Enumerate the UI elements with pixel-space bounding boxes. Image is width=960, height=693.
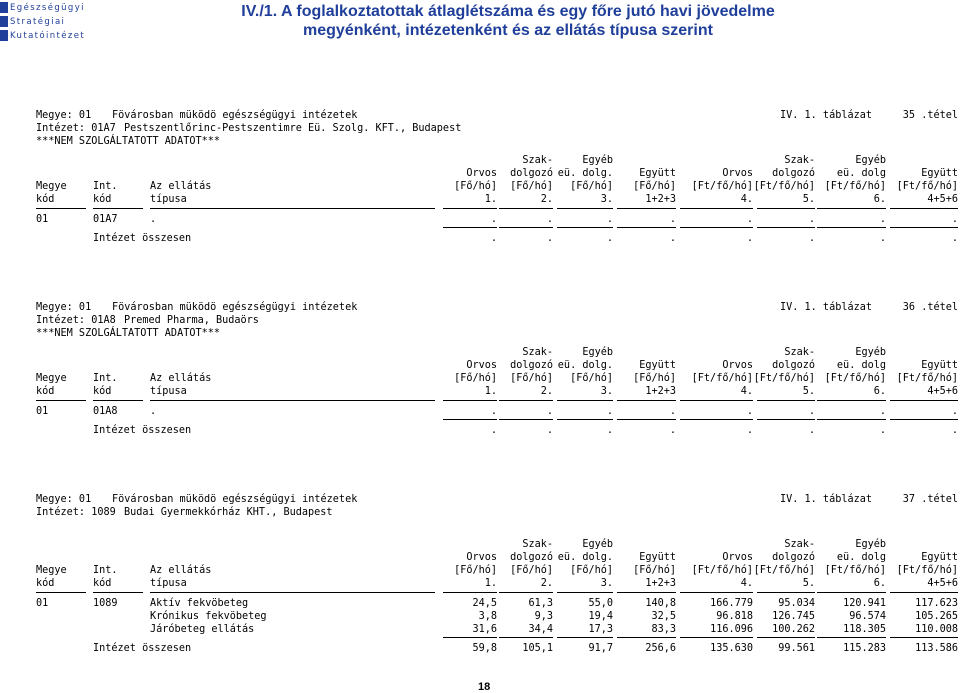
column-number: 3. [600, 194, 613, 205]
rule-line [890, 419, 958, 420]
rule-line [557, 227, 613, 228]
rule-line [890, 208, 958, 209]
column-header: Egyéb [855, 539, 886, 550]
column-header: [Ft/fő/hó] [753, 565, 815, 576]
item-number: 35 .tétel [902, 110, 958, 121]
rule-line [890, 227, 958, 228]
total-cell: . [746, 425, 753, 436]
column-header: [Fő/hó] [510, 373, 553, 384]
total-cell: 113.586 [915, 643, 958, 654]
column-header: dolgozó [772, 552, 815, 563]
column-header: Szak- [784, 539, 815, 550]
table-cell: . [808, 214, 815, 225]
item-number: 37 .tétel [902, 494, 958, 505]
column-header: Szak- [522, 155, 553, 166]
column-number: 1+2+3 [645, 194, 676, 205]
rule-line [817, 227, 886, 228]
rule-line [890, 592, 958, 593]
institute-name: Budai Gyermekkórház KHT., Budapest [124, 507, 333, 518]
column-header: dolgozó [510, 360, 553, 371]
rule-line [757, 637, 815, 638]
rule-line [557, 208, 613, 209]
column-header: Egyéb [855, 155, 886, 166]
total-cell: . [669, 233, 676, 244]
column-number: 4+5+6 [927, 194, 958, 205]
column-number: 2. [540, 578, 553, 589]
column-header: [Fő/hó] [633, 565, 676, 576]
table-cell: 61,3 [528, 598, 553, 609]
column-number: 2. [540, 386, 553, 397]
megye-name: Fövárosban müködö egészségügyi intézetek [112, 110, 358, 121]
total-label: Intézet összesen [93, 425, 192, 436]
column-number: 6. [873, 578, 886, 589]
table-cell: 01A8 [93, 406, 118, 417]
column-header: kód [36, 194, 55, 205]
no-data-note: ***NEM SZOLGÁLTATOTT ADATOT*** [36, 328, 221, 339]
column-header: [Fő/hó] [570, 181, 613, 192]
table-cell: . [150, 406, 157, 417]
column-header: [Ft/fő/hó] [824, 565, 886, 576]
column-header: [Fő/hó] [633, 181, 676, 192]
total-cell: 256,6 [645, 643, 676, 654]
rule-line [443, 208, 497, 209]
column-header: eü. dolg [836, 552, 886, 563]
rule-line [499, 208, 553, 209]
table-cell: . [606, 406, 613, 417]
rule-line [443, 637, 497, 638]
table-cell: 3,8 [478, 611, 497, 622]
column-header: eü. dolg [836, 168, 886, 179]
rule-line [36, 400, 86, 401]
column-header: [Ft/fő/hó] [753, 181, 815, 192]
table-cell: 166.779 [710, 598, 753, 609]
rule-line [680, 208, 753, 209]
logo-text: Stratégiai [10, 17, 66, 27]
rule-line [557, 400, 613, 401]
rule-line [680, 400, 753, 401]
table-cell: 19,4 [588, 611, 613, 622]
total-cell: 91,7 [588, 643, 613, 654]
column-header: típusa [150, 194, 187, 205]
rule-line [757, 208, 815, 209]
column-header: Együtt [639, 360, 676, 371]
column-header: Az ellátás [150, 181, 212, 192]
column-header: dolgozó [510, 552, 553, 563]
column-number: 4. [740, 194, 753, 205]
total-cell: . [606, 425, 613, 436]
table-cell: 96.574 [849, 611, 886, 622]
rule-line [499, 400, 553, 401]
column-header: eü. dolg [836, 360, 886, 371]
column-header: [Fő/hó] [633, 373, 676, 384]
rule-line [757, 227, 815, 228]
table-cell: 01A7 [93, 214, 118, 225]
column-header: Int. [93, 565, 118, 576]
rule-line [680, 419, 753, 420]
table-cell: . [546, 406, 553, 417]
logo-stripe [0, 30, 8, 41]
megye-name: Fövárosban müködö egészségügyi intézetek [112, 302, 358, 313]
table-cell: . [490, 406, 497, 417]
column-number: 3. [600, 386, 613, 397]
rule-line [150, 592, 435, 593]
rule-line [680, 592, 753, 593]
rule-line [499, 419, 553, 420]
logo-stripe [0, 2, 8, 13]
table-cell: 140,8 [645, 598, 676, 609]
column-number: 4+5+6 [927, 386, 958, 397]
column-header: [Ft/fő/hó] [824, 373, 886, 384]
column-number: 6. [873, 386, 886, 397]
rule-line [817, 400, 886, 401]
rule-line [36, 208, 86, 209]
column-number: 4. [740, 386, 753, 397]
rule-line [680, 227, 753, 228]
table-cell: . [546, 214, 553, 225]
table-cell: 126.745 [772, 611, 815, 622]
rule-line [617, 592, 676, 593]
column-header: Egyéb [582, 539, 613, 550]
column-header: dolgozó [772, 360, 815, 371]
table-cell: . [808, 406, 815, 417]
table-cell: 83,3 [651, 624, 676, 635]
title-line: megyénként, intézetenként és az ellátás típusa szerint [303, 22, 713, 39]
column-number: 1+2+3 [645, 578, 676, 589]
table-ref: IV. 1. táblázat [780, 302, 873, 313]
column-header: [Ft/fő/hó] [896, 373, 958, 384]
column-header: Szak- [522, 539, 553, 550]
rule-line [757, 592, 815, 593]
table-cell: 17,3 [588, 624, 613, 635]
rule-line [817, 637, 886, 638]
column-header: Az ellátás [150, 565, 212, 576]
total-cell: 59,8 [472, 643, 497, 654]
rule-line [557, 592, 613, 593]
column-header: kód [93, 386, 112, 397]
column-header: Szak- [522, 347, 553, 358]
column-number: 6. [873, 194, 886, 205]
table-cell: 118.305 [843, 624, 886, 635]
rule-line [617, 419, 676, 420]
column-header: [Fő/hó] [570, 565, 613, 576]
rule-line [757, 400, 815, 401]
column-header: [Fő/hó] [454, 565, 497, 576]
rule-line [499, 227, 553, 228]
table-cell: 120.941 [843, 598, 886, 609]
table-cell: 100.262 [772, 624, 815, 635]
column-header: [Fő/hó] [570, 373, 613, 384]
column-header: [Fő/hó] [454, 181, 497, 192]
rule-line [617, 208, 676, 209]
column-header: Együtt [639, 552, 676, 563]
rule-line [617, 400, 676, 401]
rule-line [150, 400, 435, 401]
total-cell: . [808, 233, 815, 244]
column-header: [Ft/fő/hó] [896, 565, 958, 576]
column-header: kód [93, 194, 112, 205]
table-ref: IV. 1. táblázat [780, 494, 873, 505]
column-header: [Ft/fő/hó] [691, 565, 753, 576]
rule-line [499, 592, 553, 593]
rule-line [443, 400, 497, 401]
total-cell: 99.561 [778, 643, 815, 654]
table-cell: . [746, 214, 753, 225]
column-header: [Fő/hó] [510, 565, 553, 576]
column-header: típusa [150, 386, 187, 397]
column-number: 4+5+6 [927, 578, 958, 589]
column-header: dolgozó [510, 168, 553, 179]
column-header: Egyéb [582, 155, 613, 166]
rule-line [757, 419, 815, 420]
column-header: kód [36, 578, 55, 589]
page-number: 18 [478, 681, 491, 693]
column-header: eü. dolg. [557, 360, 613, 371]
column-number: 1. [484, 386, 497, 397]
column-header: Az ellátás [150, 373, 212, 384]
column-header: [Ft/fő/hó] [753, 373, 815, 384]
column-number: 4. [740, 578, 753, 589]
table-cell: . [490, 214, 497, 225]
megye-name: Fövárosban müködö egészségügyi intézetek [112, 494, 358, 505]
table-cell: . [951, 406, 958, 417]
table-cell: 01 [36, 406, 49, 417]
column-header: Megye [36, 373, 67, 384]
column-header: Együtt [921, 360, 958, 371]
rule-line [817, 592, 886, 593]
logo-stripe [0, 16, 8, 27]
rule-line [817, 419, 886, 420]
table-cell: . [746, 406, 753, 417]
column-number: 1. [484, 194, 497, 205]
column-header: kód [93, 578, 112, 589]
column-header: Orvos [722, 168, 753, 179]
table-ref: IV. 1. táblázat [780, 110, 873, 121]
column-header: eü. dolg. [557, 168, 613, 179]
rule-line [443, 592, 497, 593]
total-cell: . [951, 425, 958, 436]
table-cell: 24,5 [472, 598, 497, 609]
table-cell: Krónikus fekvöbeteg [150, 611, 267, 622]
column-header: Orvos [466, 552, 497, 563]
column-header: Int. [93, 373, 118, 384]
column-header: Orvos [466, 360, 497, 371]
rule-line [93, 592, 143, 593]
table-cell: 110.008 [915, 624, 958, 635]
column-header: Orvos [722, 552, 753, 563]
rule-line [890, 400, 958, 401]
column-number: 3. [600, 578, 613, 589]
rule-line [557, 637, 613, 638]
table-cell: Járóbeteg ellátás [150, 624, 255, 635]
total-cell: . [546, 233, 553, 244]
column-header: [Fő/hó] [510, 181, 553, 192]
rule-line [36, 592, 86, 593]
total-label: Intézet összesen [93, 233, 192, 244]
table-cell: 105.265 [915, 611, 958, 622]
megye-label: Megye: 01 [36, 494, 92, 505]
rule-line [443, 227, 497, 228]
column-number: 1. [484, 578, 497, 589]
no-data-note: ***NEM SZOLGÁLTATOTT ADATOT*** [36, 136, 221, 147]
rule-line [617, 227, 676, 228]
total-cell: . [951, 233, 958, 244]
table-cell: . [606, 214, 613, 225]
rule-line [557, 419, 613, 420]
total-label: Intézet összesen [93, 643, 192, 654]
column-number: 5. [802, 194, 815, 205]
megye-label: Megye: 01 [36, 110, 92, 121]
logo [0, 0, 96, 44]
total-cell: 115.283 [843, 643, 886, 654]
column-header: Megye [36, 181, 67, 192]
total-cell: . [546, 425, 553, 436]
column-header: Együtt [639, 168, 676, 179]
table-cell: . [879, 406, 886, 417]
logo-text: Egészségügyi [10, 3, 85, 13]
column-header: típusa [150, 578, 187, 589]
column-header: Együtt [921, 552, 958, 563]
table-cell: 01 [36, 214, 49, 225]
rule-line [443, 419, 497, 420]
total-cell: . [879, 233, 886, 244]
table-cell: 55,0 [588, 598, 613, 609]
institute-label: Intézet: 01A8 [36, 315, 116, 326]
total-cell: . [669, 425, 676, 436]
column-number: 2. [540, 194, 553, 205]
total-cell: . [490, 233, 497, 244]
column-header: [Ft/fő/hó] [824, 181, 886, 192]
column-header: Int. [93, 181, 118, 192]
total-cell: 135.630 [710, 643, 753, 654]
table-cell: 9,3 [534, 611, 553, 622]
column-header: kód [36, 386, 55, 397]
rule-line [93, 208, 143, 209]
rule-line [817, 208, 886, 209]
column-header: Orvos [466, 168, 497, 179]
institute-label: Intézet: 1089 [36, 507, 116, 518]
rule-line [93, 400, 143, 401]
table-cell: 34,4 [528, 624, 553, 635]
total-cell: . [746, 233, 753, 244]
rule-line [617, 637, 676, 638]
rule-line [890, 637, 958, 638]
table-cell: 01 [36, 598, 49, 609]
table-cell: 116.096 [710, 624, 753, 635]
column-header: Egyéb [855, 347, 886, 358]
column-header: Egyéb [582, 347, 613, 358]
column-header: Szak- [784, 347, 815, 358]
institute-label: Intézet: 01A7 [36, 123, 116, 134]
table-cell: 95.034 [778, 598, 815, 609]
table-cell: Aktív fekvöbeteg [150, 598, 249, 609]
column-header: dolgozó [772, 168, 815, 179]
table-cell: . [150, 214, 157, 225]
rule-line [150, 208, 435, 209]
page-title [228, 2, 788, 40]
total-cell: . [808, 425, 815, 436]
column-number: 5. [802, 386, 815, 397]
table-cell: 32,5 [651, 611, 676, 622]
institute-name: Premed Pharma, Budaörs [124, 315, 259, 326]
table-cell: . [951, 214, 958, 225]
column-header: Megye [36, 565, 67, 576]
table-cell: 117.623 [915, 598, 958, 609]
table-cell: . [879, 214, 886, 225]
column-header: Szak- [784, 155, 815, 166]
column-header: [Ft/fő/hó] [896, 181, 958, 192]
column-header: Együtt [921, 168, 958, 179]
institute-name: Pestszentlőrinc-Pestszentimre Eü. Szolg. KFT., Budapest [124, 123, 462, 134]
table-cell: . [669, 214, 676, 225]
table-cell: 31,6 [472, 624, 497, 635]
column-header: [Fő/hó] [454, 373, 497, 384]
table-cell: 96.818 [716, 611, 753, 622]
megye-label: Megye: 01 [36, 302, 92, 313]
column-number: 1+2+3 [645, 386, 676, 397]
column-header: Orvos [722, 360, 753, 371]
total-cell: . [490, 425, 497, 436]
title-line: IV./1. A foglalkoztatottak átlaglétszáma és egy főre jutó havi jövedelme [241, 3, 775, 20]
table-cell: 1089 [93, 598, 118, 609]
column-header: [Ft/fő/hó] [691, 373, 753, 384]
column-header: eü. dolg. [557, 552, 613, 563]
total-cell: 105,1 [522, 643, 553, 654]
item-number: 36 .tétel [902, 302, 958, 313]
total-cell: . [879, 425, 886, 436]
table-cell: . [669, 406, 676, 417]
logo-text: Kutatóintézet [10, 31, 86, 41]
total-cell: . [606, 233, 613, 244]
column-number: 5. [802, 578, 815, 589]
column-header: [Ft/fő/hó] [691, 181, 753, 192]
rule-line [680, 637, 753, 638]
rule-line [499, 637, 553, 638]
